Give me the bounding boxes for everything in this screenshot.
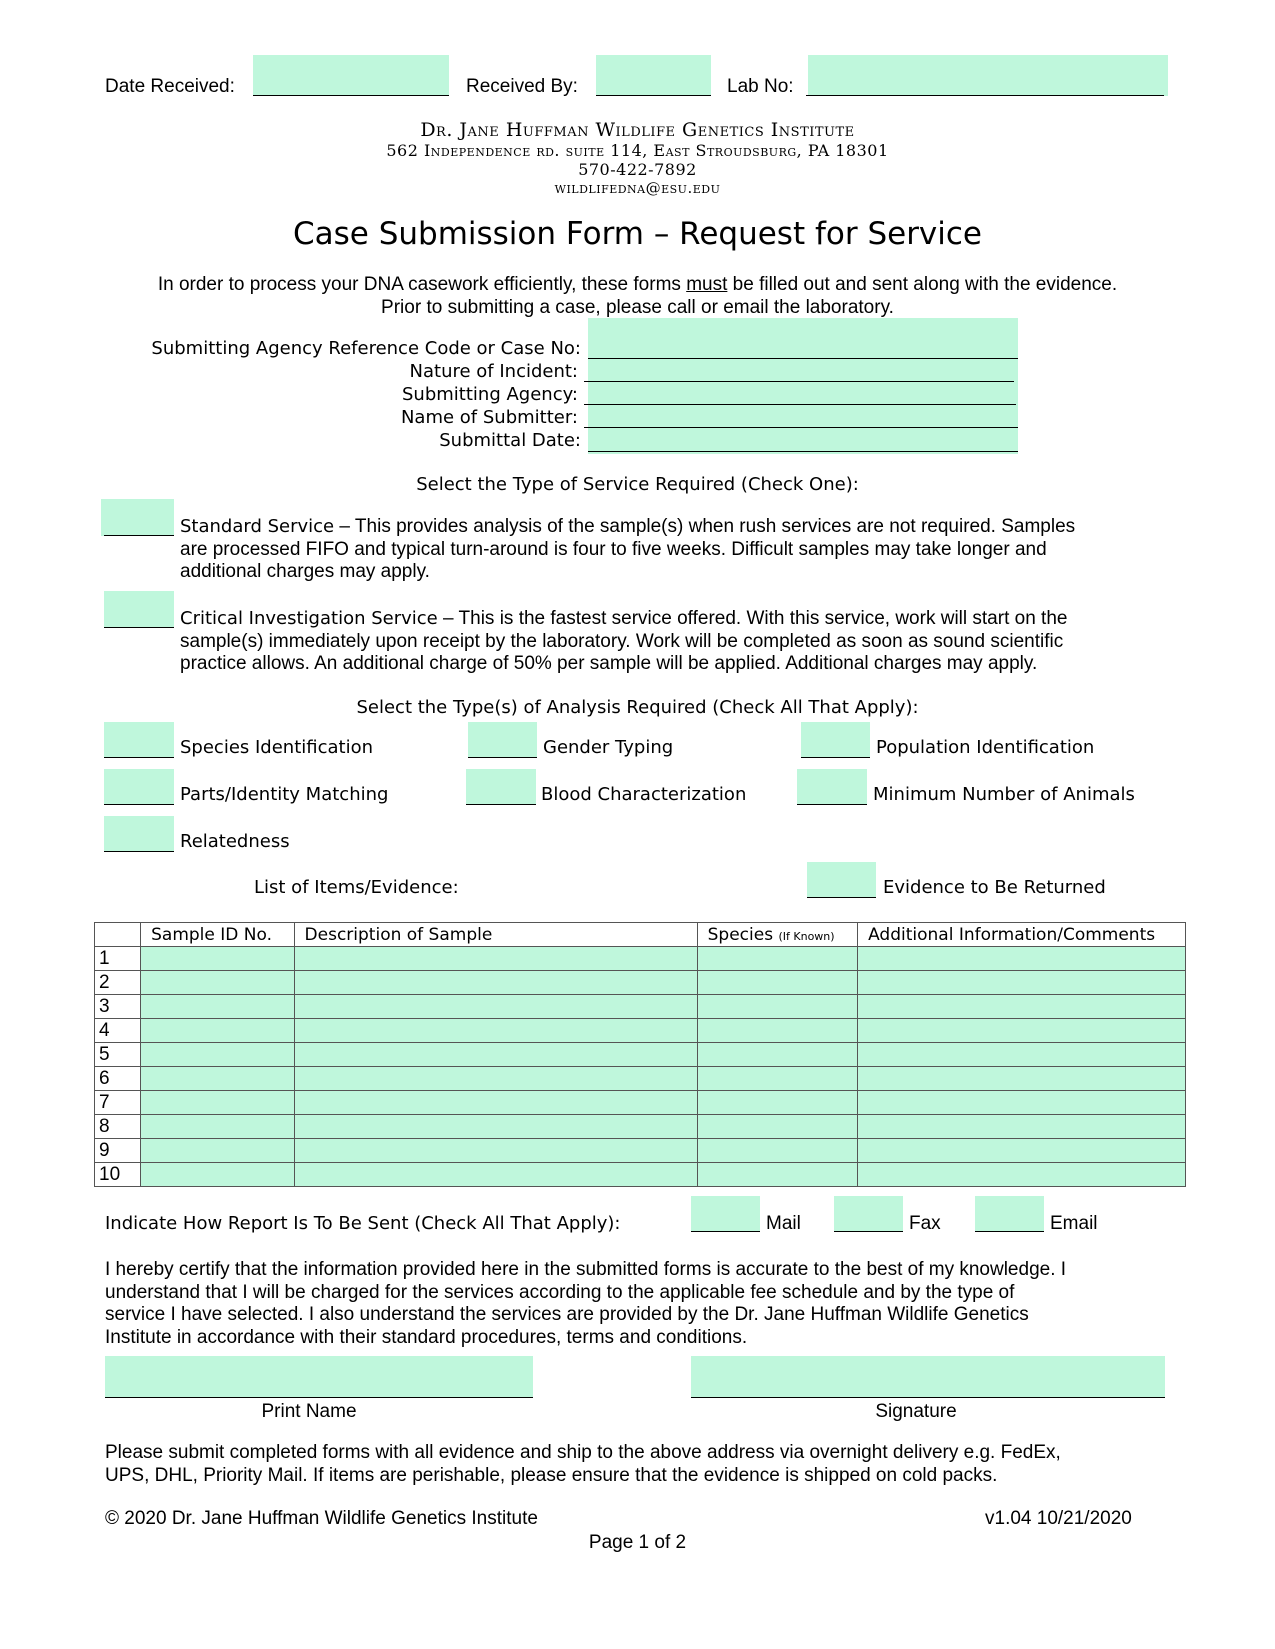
comments-cell[interactable] [858,1043,1186,1067]
table-row [95,947,1186,971]
table-row [95,1067,1186,1091]
comments-cell[interactable] [858,971,1186,995]
population-identification-label: Population Identification [876,737,1095,758]
species-cell[interactable] [697,1043,857,1067]
print-name-underline [105,1397,533,1398]
received-by-label: Received By: [466,76,578,97]
table-row [95,1115,1186,1139]
row-number-header [95,923,141,947]
sample-id-header: Sample ID No. [141,923,294,947]
comments-cell[interactable] [858,995,1186,1019]
comments-cell[interactable] [858,1067,1186,1091]
case-no-underline [588,358,1018,359]
species-identification-underline [104,757,174,758]
row-number: 9 [95,1139,141,1163]
page-number: Page 1 of 2 [588,1532,687,1553]
table-row [95,1163,1186,1187]
mail-underline [691,1231,760,1232]
blood-characterization-underline [466,804,536,805]
intro-line-2: Prior to submitting a case, please call or email the laboratory. [381,297,894,318]
comments-cell[interactable] [858,1139,1186,1163]
certification-text: I hereby certify that the information provided here in the submitted forms is accurate to the best of my knowledge. I understand that I will be charged for the services according to the applicable fee schedule and by the type of service I have selected. I also understand the services are provided by the Dr. Jane Huffman Wildlife Genetics Institute in accordance with their standard procedures, terms and conditions. [105,1259,1067,1348]
table-row [95,1139,1186,1163]
relatedness-label: Relatedness [180,831,290,852]
sample-id-cell[interactable] [141,971,294,995]
institute-address: 562 Independence rd. suite 114, East Stroudsburg, PA 18301 [386,141,889,160]
nature-underline [584,381,1014,382]
table-row [95,971,1186,995]
species-cell[interactable] [697,1139,857,1163]
comments-header: Additional Information/Comments [858,923,1186,947]
lab-no-label: Lab No: [727,76,794,97]
institute-header [0,120,1275,197]
description-cell[interactable] [294,1115,697,1139]
shipping-text: Please submit completed forms with all evidence and ship to the above address via overnight delivery e.g. FedEx, UPS, DHL, Priority Mail. If items are perishable, please ensure that the evidence is shipped on cold packs. [105,1442,1061,1486]
row-number: 4 [95,1019,141,1043]
gender-typing-checkbox[interactable] [468,722,537,758]
table-row [95,1019,1186,1043]
page-title: Case Submission Form – Request for Service [292,216,983,252]
species-cell[interactable] [697,971,857,995]
row-number: 6 [95,1067,141,1091]
evidence-returned-label: Evidence to Be Returned [883,877,1106,898]
description-cell[interactable] [294,1091,697,1115]
comments-cell[interactable] [858,947,1186,971]
description-cell[interactable] [294,971,697,995]
row-number: 1 [95,947,141,971]
evidence-returned-underline [807,897,876,898]
date-received-field[interactable] [253,55,449,96]
species-header: Species (If Known) [697,923,857,947]
print-name-field[interactable] [105,1356,533,1398]
comments-cell[interactable] [858,1091,1186,1115]
sample-id-cell[interactable] [141,1067,294,1091]
sample-id-cell[interactable] [141,947,294,971]
date-received-underline [253,95,449,96]
fax-underline [834,1231,903,1232]
agency-underline [584,404,1016,405]
evidence-returned-checkbox[interactable] [807,862,876,898]
row-number: 3 [95,995,141,1019]
critical-service-underline [104,627,174,628]
table-row [95,995,1186,1019]
version: v1.04 10/21/2020 [985,1508,1132,1529]
row-number: 2 [95,971,141,995]
species-cell[interactable] [697,995,857,1019]
comments-cell[interactable] [858,1115,1186,1139]
date-underline [588,451,1018,452]
email-underline [975,1231,1044,1232]
case-no-label: Submitting Agency Reference Code or Case No: [151,338,581,359]
species-cell[interactable] [697,1163,857,1187]
critical-service-checkbox[interactable] [104,591,174,628]
signature-field[interactable] [691,1356,1165,1398]
signature-underline [691,1397,1165,1398]
relatedness-checkbox[interactable] [104,816,174,852]
standard-service-underline [104,535,174,536]
description-cell[interactable] [294,947,697,971]
critical-service-text: Critical Investigation Service – This is the fastest service offered. With this service, work will start on the sample(s) immediately upon receipt by the laboratory. Work will be completed as soon as sound scientific practice allows. An additional charge of 50% per sample will be applied. Additional charges may apply. [180,608,1068,674]
description-cell[interactable] [294,1067,697,1091]
sample-id-cell[interactable] [141,1115,294,1139]
evidence-table [94,922,1186,1187]
standard-service-checkbox[interactable] [101,499,174,536]
parts-identity-matching-checkbox[interactable] [104,769,174,805]
evidence-header-row [95,923,1186,947]
description-cell[interactable] [294,995,697,1019]
received-by-field[interactable] [596,55,711,96]
description-cell[interactable] [294,1043,697,1067]
row-number: 10 [95,1163,141,1187]
institute-email: wildlifedna@esu.edu [554,179,721,197]
print-name-label: Print Name [261,1401,357,1422]
row-number: 8 [95,1115,141,1139]
blood-characterization-label: Blood Characterization [541,784,747,805]
gender-typing-label: Gender Typing [543,737,674,758]
relatedness-underline [104,851,174,852]
sample-id-cell[interactable] [141,1019,294,1043]
table-row [95,1043,1186,1067]
species-cell[interactable] [697,1115,857,1139]
description-header: Description of Sample [294,923,697,947]
population-identification-checkbox[interactable] [801,722,870,758]
minimum-number-animals-checkbox[interactable] [797,769,867,805]
minimum-number-animals-underline [797,804,867,805]
email-label: Email [1050,1213,1098,1234]
species-cell[interactable] [697,947,857,971]
intro-text [0,273,1275,319]
row-number: 7 [95,1091,141,1115]
signature-label: Signature [875,1401,957,1422]
lab-no-underline [806,95,1164,96]
mail-label: Mail [766,1213,801,1234]
species-cell[interactable] [697,1019,857,1043]
institute-phone: 570-422-7892 [578,160,697,179]
submitting-agency-label: Submitting Agency: [402,384,578,405]
species-identification-checkbox[interactable] [104,722,174,758]
parts-identity-matching-label: Parts/Identity Matching [180,784,389,805]
standard-service-text: Standard Service – This provides analysis of the sample(s) when rush services are not required. Samples are processed FIFO and typical turn-around is four to five weeks. Difficult samples may take longer and additional charges may apply. [180,516,1076,582]
minimum-number-animals-label: Minimum Number of Animals [873,784,1135,805]
sample-id-cell[interactable] [141,1043,294,1067]
email-checkbox[interactable] [975,1196,1044,1232]
gender-typing-underline [468,757,537,758]
description-cell[interactable] [294,1163,697,1187]
fax-checkbox[interactable] [834,1196,903,1232]
nature-of-incident-label: Nature of Incident: [409,361,578,382]
comments-cell[interactable] [858,1019,1186,1043]
blood-characterization-checkbox[interactable] [466,769,536,805]
sample-id-cell[interactable] [141,1163,294,1187]
row-number: 5 [95,1043,141,1067]
report-method-label: Indicate How Report Is To Be Sent (Check All That Apply): [105,1213,621,1234]
species-identification-label: Species Identification [180,737,374,758]
lab-no-field[interactable] [808,55,1168,96]
description-cell[interactable] [294,1139,697,1163]
evidence-list-label: List of Items/Evidence: [254,877,459,898]
comments-cell[interactable] [858,1163,1186,1187]
date-received-label: Date Received: [105,76,235,97]
sample-id-cell[interactable] [141,1139,294,1163]
sample-id-cell[interactable] [141,1091,294,1115]
institute-name: Dr. Jane Huffman Wildlife Genetics Institute [420,119,855,141]
species-cell[interactable] [697,1067,857,1091]
parts-identity-matching-underline [104,804,174,805]
intro-line-1: In order to process your DNA casework efficiently, these forms must be filled out and sent along with the evidence. [157,274,1118,295]
name-of-submitter-label: Name of Submitter: [400,407,578,428]
species-cell[interactable] [697,1091,857,1115]
mail-checkbox[interactable] [691,1196,760,1232]
analysis-heading: Select the Type(s) of Analysis Required (Check All That Apply): [356,697,919,718]
copyright: © 2020 Dr. Jane Huffman Wildlife Genetics Institute [105,1508,538,1529]
fax-label: Fax [909,1213,941,1234]
submitter-underline [584,427,1018,428]
table-row [95,1091,1186,1115]
submittal-date-label: Submittal Date: [439,430,581,451]
case-fields-area[interactable] [588,318,1018,454]
received-by-underline [596,95,711,96]
description-cell[interactable] [294,1019,697,1043]
population-identification-underline [801,757,870,758]
sample-id-cell[interactable] [141,995,294,1019]
service-heading: Select the Type of Service Required (Check One): [416,474,859,495]
